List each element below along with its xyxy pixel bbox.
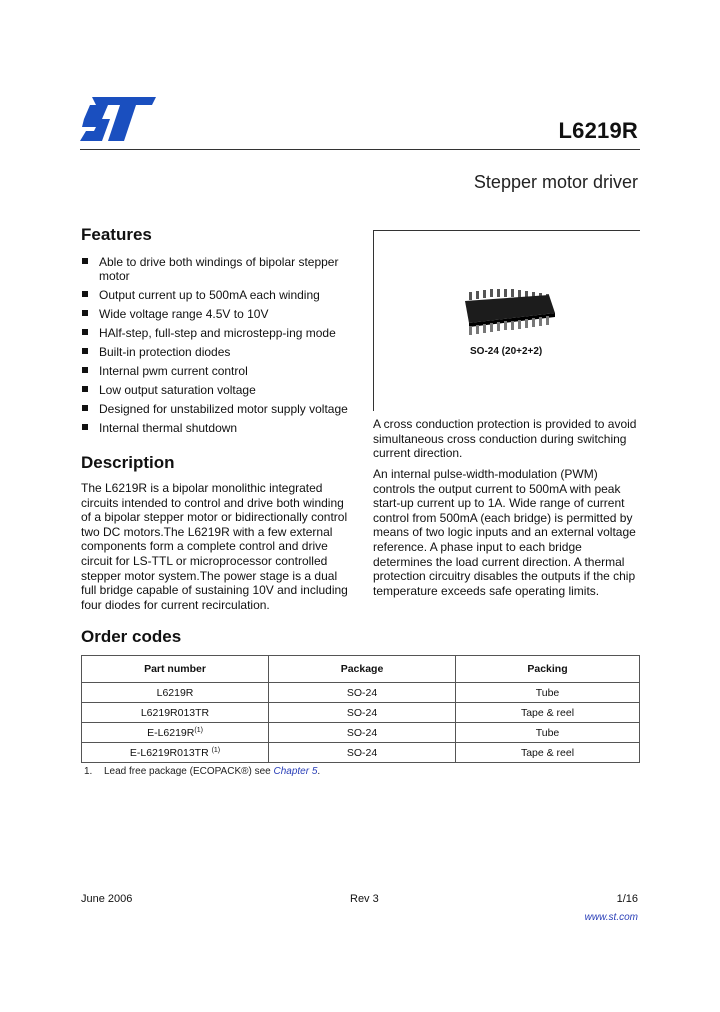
column-header: Part number: [82, 656, 269, 683]
feature-item: Low output saturation voltage: [81, 383, 361, 397]
table-row: [82, 743, 640, 763]
column-header: Packing: [456, 656, 640, 683]
part-number-cell: L6219R: [82, 683, 269, 703]
feature-item: Designed for unstabilized motor supply voltage: [81, 402, 361, 416]
square-bullet-icon: [82, 291, 88, 297]
feature-item: Output current up to 500mA each winding: [81, 288, 361, 302]
chapter-link[interactable]: Chapter 5: [273, 766, 318, 777]
part-number-cell: $E-L6219R^{(1)}$: [82, 723, 269, 743]
table-header-row: [82, 656, 640, 683]
table-row: [82, 723, 640, 743]
packing-cell: Tape & reel: [456, 703, 640, 723]
feature-item: Built-in protection diodes: [81, 345, 361, 359]
footer-date: June 2006: [81, 893, 133, 905]
package-cell: SO-24: [269, 743, 456, 763]
square-bullet-icon: [82, 386, 88, 392]
so24-package-image: [461, 289, 557, 337]
packing-cell: Tube: [456, 723, 640, 743]
package-caption: SO-24 (20+2+2): [470, 346, 543, 357]
square-bullet-icon: [82, 329, 88, 335]
part-number-cell: L6219R013TR: [82, 703, 269, 723]
footer-page-number: 1/16: [616, 893, 638, 905]
square-bullet-icon: [82, 258, 88, 264]
order-codes-table: [81, 655, 640, 763]
table-row: [82, 703, 640, 723]
feature-item: HAlf-step, full-step and microstepp-ing mode: [81, 326, 361, 340]
packing-cell: Tube: [456, 683, 640, 703]
square-bullet-icon: [82, 367, 88, 373]
feature-item: Internal pwm current control: [81, 364, 361, 378]
square-bullet-icon: [82, 310, 88, 316]
footer-revision: Rev 3: [350, 893, 379, 905]
footnote-number: 1.: [84, 766, 93, 777]
pwm-paragraph: An internal pulse-width-modulation (PWM) controls the output current to 500mA with peak start-up current up to 1A. Wide range of current control from 500mA (each bridge) is permitted by means of two logic inputs and an external voltage reference. A phase input to each bridge determines the load current direction. A thermal protection circuitry disables the outputs if the chip temperature exceeds safe operating limits.: [373, 467, 636, 598]
description-heading: Description: [81, 453, 175, 472]
square-bullet-icon: [82, 424, 88, 430]
package-cell: SO-24: [269, 723, 456, 743]
package-cell: SO-24: [269, 703, 456, 723]
square-bullet-icon: [82, 348, 88, 354]
features-heading: Features: [81, 225, 152, 244]
order-codes-heading: Order codes: [81, 627, 182, 646]
part-number-cell: E-L6219R013TR $^{(1)}$: [82, 743, 269, 763]
cross-conduction-paragraph: A cross conduction protection is provided to avoid simultaneous cross conduction during switching current direction.: [373, 417, 637, 461]
header-divider: [80, 149, 640, 150]
description-text: The L6219R is a bipolar monolithic integrated circuits intended to control and drive both winding of a bipolar stepper motor or bidirectionally control two DC motors.The L6219R with a few external components form a complete control and drive circuit for LS-TTL or microprocessor controlled stepper motor system.The power stage is a dual full bridge capable of sustaining 10V and including four diodes for current recirculation.: [81, 481, 348, 612]
feature-item: Internal thermal shutdown: [81, 421, 361, 435]
footer-website-link[interactable]: www.st.com: [584, 912, 638, 923]
feature-item: Able to drive both windings of bipolar stepper motor: [81, 255, 361, 283]
feature-item: Wide voltage range 4.5V to 10V: [81, 307, 361, 321]
table-row: [82, 683, 640, 703]
table-footnote: 1. Lead free package (ECOPACK®) see Chapter 5.: [84, 766, 321, 777]
document-subtitle: Stepper motor driver: [473, 172, 638, 192]
part-number-title: L6219R: [558, 118, 638, 143]
column-header: Package: [269, 656, 456, 683]
features-list: [81, 255, 361, 440]
package-cell: SO-24: [269, 683, 456, 703]
square-bullet-icon: [82, 405, 88, 411]
st-logo: [80, 97, 156, 141]
footnote-text: Lead free package (ECOPACK®) see: [104, 766, 274, 777]
packing-cell: Tape & reel: [456, 743, 640, 763]
